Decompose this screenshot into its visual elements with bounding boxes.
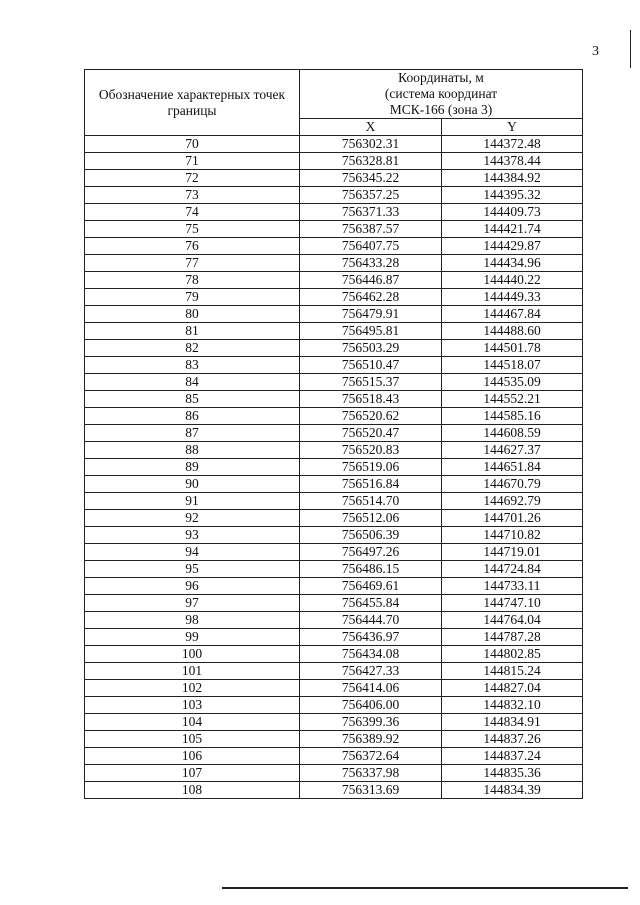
- y-coordinate-cell: 144787.28: [442, 629, 583, 646]
- y-coordinate-cell: 144651.84: [442, 459, 583, 476]
- point-cell: 89: [85, 459, 300, 476]
- table-row: [85, 136, 583, 153]
- x-coordinate-cell: 756446.87: [300, 272, 442, 289]
- point-cell: 74: [85, 204, 300, 221]
- table-row: [85, 714, 583, 731]
- point-cell: 96: [85, 578, 300, 595]
- y-coordinate-cell: 144832.10: [442, 697, 583, 714]
- table-row: [85, 527, 583, 544]
- footer-line: [222, 887, 628, 889]
- point-cell: 85: [85, 391, 300, 408]
- point-cell: 86: [85, 408, 300, 425]
- x-coordinate-cell: 756389.92: [300, 731, 442, 748]
- point-cell: 100: [85, 646, 300, 663]
- point-cell: 70: [85, 136, 300, 153]
- x-coordinate-cell: 756434.08: [300, 646, 442, 663]
- header-y: Y: [442, 119, 583, 136]
- x-coordinate-cell: 756495.81: [300, 323, 442, 340]
- table-row: [85, 680, 583, 697]
- point-cell: 73: [85, 187, 300, 204]
- y-coordinate-cell: 144627.37: [442, 442, 583, 459]
- point-cell: 81: [85, 323, 300, 340]
- table-row: [85, 595, 583, 612]
- x-coordinate-cell: 756512.06: [300, 510, 442, 527]
- y-coordinate-cell: 144827.04: [442, 680, 583, 697]
- y-coordinate-cell: 144710.82: [442, 527, 583, 544]
- y-coordinate-cell: 144701.26: [442, 510, 583, 527]
- table-row: [85, 204, 583, 221]
- x-coordinate-cell: 756520.62: [300, 408, 442, 425]
- y-coordinate-cell: 144733.11: [442, 578, 583, 595]
- x-coordinate-cell: 756407.75: [300, 238, 442, 255]
- y-coordinate-cell: 144670.79: [442, 476, 583, 493]
- point-cell: 92: [85, 510, 300, 527]
- table-row: [85, 374, 583, 391]
- point-cell: 79: [85, 289, 300, 306]
- table-row: [85, 697, 583, 714]
- x-coordinate-cell: 756444.70: [300, 612, 442, 629]
- y-coordinate-cell: 144409.73: [442, 204, 583, 221]
- table-row: [85, 187, 583, 204]
- x-coordinate-cell: 756406.00: [300, 697, 442, 714]
- table-row: [85, 272, 583, 289]
- point-cell: 108: [85, 782, 300, 799]
- x-coordinate-cell: 756399.36: [300, 714, 442, 731]
- x-coordinate-cell: 756313.69: [300, 782, 442, 799]
- x-coordinate-cell: 756357.25: [300, 187, 442, 204]
- point-cell: 77: [85, 255, 300, 272]
- x-coordinate-cell: 756414.06: [300, 680, 442, 697]
- x-coordinate-cell: 756455.84: [300, 595, 442, 612]
- table-row: [85, 544, 583, 561]
- x-coordinate-cell: 756427.33: [300, 663, 442, 680]
- y-coordinate-cell: 144440.22: [442, 272, 583, 289]
- x-coordinate-cell: 756479.91: [300, 306, 442, 323]
- y-coordinate-cell: 144384.92: [442, 170, 583, 187]
- point-cell: 94: [85, 544, 300, 561]
- x-coordinate-cell: 756433.28: [300, 255, 442, 272]
- table-row: [85, 612, 583, 629]
- y-coordinate-cell: 144449.33: [442, 289, 583, 306]
- table-row: [85, 255, 583, 272]
- x-coordinate-cell: 756510.47: [300, 357, 442, 374]
- y-coordinate-cell: 144719.01: [442, 544, 583, 561]
- table-row: [85, 153, 583, 170]
- table-row: [85, 289, 583, 306]
- table-row: [85, 323, 583, 340]
- x-coordinate-cell: 756469.61: [300, 578, 442, 595]
- table-row: [85, 510, 583, 527]
- y-coordinate-cell: 144608.59: [442, 425, 583, 442]
- header-coordinates-line2: (система координат: [384, 86, 498, 101]
- header-coordinates: [300, 70, 583, 119]
- y-coordinate-cell: 144395.32: [442, 187, 583, 204]
- table-row: [85, 459, 583, 476]
- point-cell: 101: [85, 663, 300, 680]
- y-coordinate-cell: 144802.85: [442, 646, 583, 663]
- point-cell: 106: [85, 748, 300, 765]
- x-coordinate-cell: 756371.33: [300, 204, 442, 221]
- table-row: [85, 561, 583, 578]
- table-row: [85, 442, 583, 459]
- header-point-designation: Обозначение характерных точек границы: [85, 70, 300, 136]
- coordinates-table: [84, 69, 583, 799]
- y-coordinate-cell: 144815.24: [442, 663, 583, 680]
- point-cell: 107: [85, 765, 300, 782]
- y-coordinate-cell: 144724.84: [442, 561, 583, 578]
- point-cell: 88: [85, 442, 300, 459]
- point-cell: 90: [85, 476, 300, 493]
- table-row: [85, 748, 583, 765]
- x-coordinate-cell: 756337.98: [300, 765, 442, 782]
- point-cell: 91: [85, 493, 300, 510]
- table-row: [85, 170, 583, 187]
- x-coordinate-cell: 756302.31: [300, 136, 442, 153]
- point-cell: 97: [85, 595, 300, 612]
- header-coordinates-line1: Координаты, м: [398, 70, 484, 85]
- point-cell: 95: [85, 561, 300, 578]
- y-coordinate-cell: 144467.84: [442, 306, 583, 323]
- y-coordinate-cell: 144834.39: [442, 782, 583, 799]
- point-cell: 83: [85, 357, 300, 374]
- point-cell: 99: [85, 629, 300, 646]
- y-coordinate-cell: 144835.36: [442, 765, 583, 782]
- y-coordinate-cell: 144501.78: [442, 340, 583, 357]
- point-cell: 76: [85, 238, 300, 255]
- point-cell: 75: [85, 221, 300, 238]
- table-row: [85, 663, 583, 680]
- y-coordinate-cell: 144535.09: [442, 374, 583, 391]
- y-coordinate-cell: 144764.04: [442, 612, 583, 629]
- point-cell: 98: [85, 612, 300, 629]
- point-cell: 78: [85, 272, 300, 289]
- y-coordinate-cell: 144488.60: [442, 323, 583, 340]
- table-row: [85, 425, 583, 442]
- y-coordinate-cell: 144585.16: [442, 408, 583, 425]
- y-coordinate-cell: 144434.96: [442, 255, 583, 272]
- x-coordinate-cell: 756372.64: [300, 748, 442, 765]
- table-row: [85, 629, 583, 646]
- header-coordinates-line3: МСК-166 (зона 3): [389, 102, 493, 117]
- table-row: [85, 765, 583, 782]
- y-coordinate-cell: 144518.07: [442, 357, 583, 374]
- x-coordinate-cell: 756519.06: [300, 459, 442, 476]
- y-coordinate-cell: 144692.79: [442, 493, 583, 510]
- x-coordinate-cell: 756436.97: [300, 629, 442, 646]
- table-row: [85, 493, 583, 510]
- y-coordinate-cell: 144747.10: [442, 595, 583, 612]
- point-cell: 102: [85, 680, 300, 697]
- table-row: [85, 306, 583, 323]
- point-cell: 103: [85, 697, 300, 714]
- point-cell: 72: [85, 170, 300, 187]
- x-coordinate-cell: 756520.83: [300, 442, 442, 459]
- x-coordinate-cell: 756506.39: [300, 527, 442, 544]
- table-row: [85, 476, 583, 493]
- page-number: 3: [592, 44, 599, 59]
- x-coordinate-cell: 756514.70: [300, 493, 442, 510]
- y-coordinate-cell: 144837.26: [442, 731, 583, 748]
- y-coordinate-cell: 144834.91: [442, 714, 583, 731]
- table-row: [85, 782, 583, 799]
- table-row: [85, 340, 583, 357]
- x-coordinate-cell: 756518.43: [300, 391, 442, 408]
- table-row: [85, 578, 583, 595]
- x-coordinate-cell: 756520.47: [300, 425, 442, 442]
- table-body: [85, 136, 583, 799]
- y-coordinate-cell: 144552.21: [442, 391, 583, 408]
- point-cell: 104: [85, 714, 300, 731]
- margin-line: [630, 30, 631, 68]
- point-cell: 87: [85, 425, 300, 442]
- x-coordinate-cell: 756515.37: [300, 374, 442, 391]
- point-cell: 93: [85, 527, 300, 544]
- point-cell: 80: [85, 306, 300, 323]
- header-x: X: [300, 119, 442, 136]
- x-coordinate-cell: 756328.81: [300, 153, 442, 170]
- y-coordinate-cell: 144837.24: [442, 748, 583, 765]
- point-cell: 82: [85, 340, 300, 357]
- y-coordinate-cell: 144372.48: [442, 136, 583, 153]
- point-cell: 105: [85, 731, 300, 748]
- table-row: [85, 357, 583, 374]
- table-row: [85, 731, 583, 748]
- x-coordinate-cell: 756503.29: [300, 340, 442, 357]
- x-coordinate-cell: 756516.84: [300, 476, 442, 493]
- table-row: [85, 221, 583, 238]
- y-coordinate-cell: 144378.44: [442, 153, 583, 170]
- x-coordinate-cell: 756387.57: [300, 221, 442, 238]
- y-coordinate-cell: 144429.87: [442, 238, 583, 255]
- table-row: [85, 646, 583, 663]
- table-row: [85, 391, 583, 408]
- x-coordinate-cell: 756345.22: [300, 170, 442, 187]
- point-cell: 71: [85, 153, 300, 170]
- x-coordinate-cell: 756497.26: [300, 544, 442, 561]
- table-row: [85, 408, 583, 425]
- point-cell: 84: [85, 374, 300, 391]
- table-row: [85, 238, 583, 255]
- y-coordinate-cell: 144421.74: [442, 221, 583, 238]
- x-coordinate-cell: 756486.15: [300, 561, 442, 578]
- x-coordinate-cell: 756462.28: [300, 289, 442, 306]
